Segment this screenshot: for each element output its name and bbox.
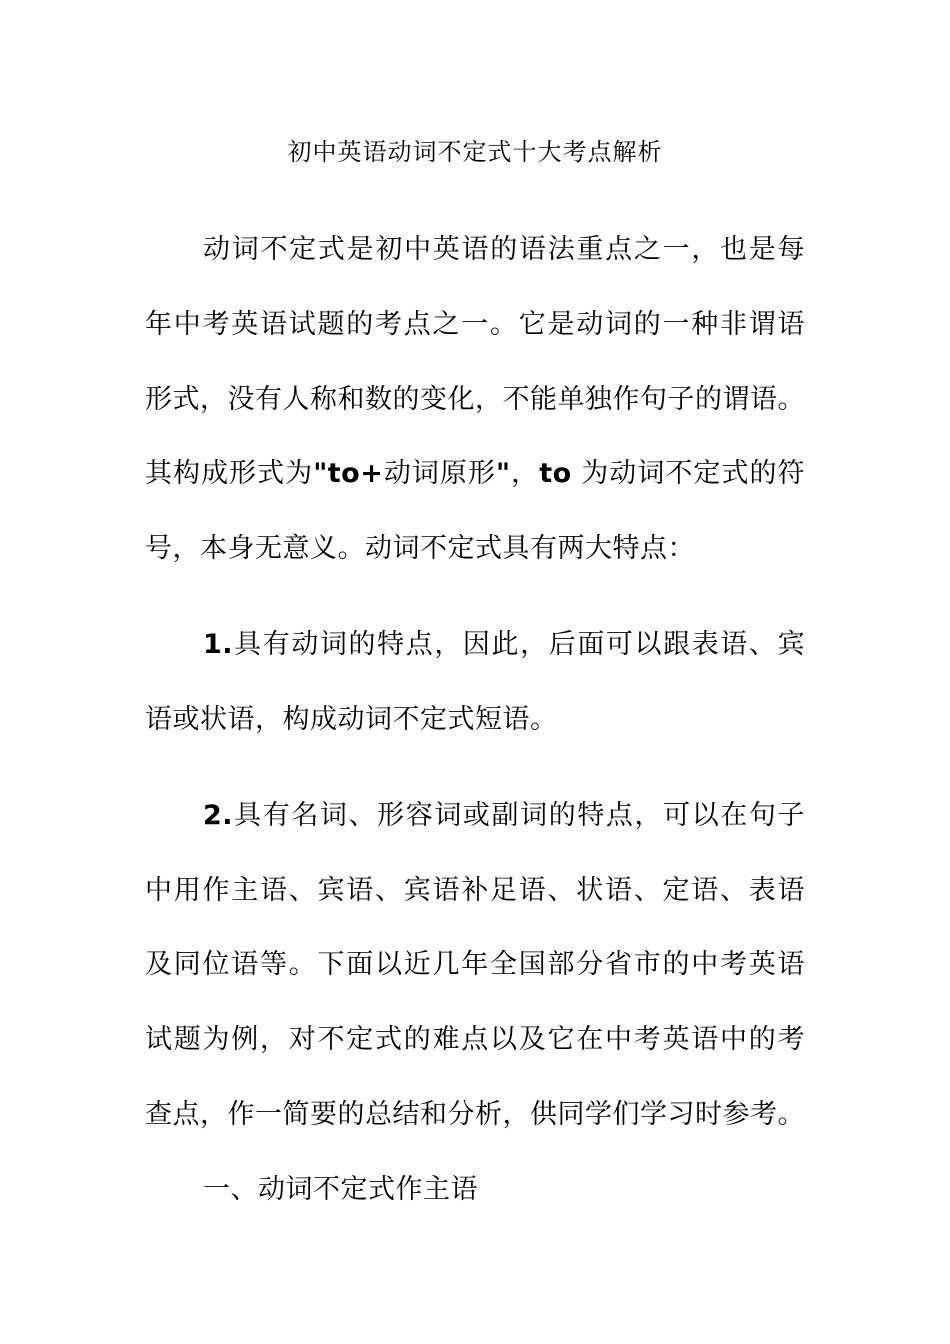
intro-line-5: 号，本身无意义。动词不定式具有两大特点： [145, 533, 695, 564]
intro-line-4-text-c: 动词原形 [383, 458, 497, 489]
point2-line-1-text: 具有名词、形容词或副词的特点，可以在句子 [233, 800, 805, 831]
section1-heading: 一、动词不定式作主语 [203, 1174, 478, 1205]
document-title: 初中英语动词不定式十大考点解析 [287, 138, 663, 166]
intro-line-2: 年中考英语试题的考点之一。它是动词的一种非谓语 [145, 309, 805, 340]
point1-line-1-text: 具有动词的特点，因此，后面可以跟表语、宾 [233, 629, 805, 660]
intro-line-4-to: to [539, 458, 572, 489]
point1-line-1 [203, 627, 805, 663]
point2-number: 2. [203, 800, 234, 831]
intro-line-4-quote-close: " [496, 458, 511, 489]
point2-line-3: 及同位语等。下面以近几年全国部分省市的中考英语 [145, 949, 805, 980]
intro-line-4-text-g: 为动词不定式的符 [571, 458, 806, 489]
intro-line-4-quote-open: "to+ [313, 458, 384, 489]
point2-line-1 [203, 798, 805, 834]
intro-line-1: 动词不定式是初中英语的语法重点之一，也是每 [203, 234, 805, 265]
intro-line-4 [145, 456, 805, 492]
intro-line-4-text-a: 其构成形式为 [145, 458, 314, 489]
point2-line-5: 查点，作一简要的总结和分析，供同学们学习时参考。 [145, 1099, 805, 1130]
point2-line-2: 中用作主语、宾语、宾语补足语、状语、定语、表语 [145, 875, 805, 906]
intro-line-3: 形式，没有人称和数的变化，不能单独作句子的谓语。 [145, 384, 805, 415]
intro-line-4-comma: ， [510, 458, 540, 489]
point1-line-2: 语或状语，构成动词不定式短语。 [145, 704, 558, 735]
point2-line-4: 试题为例，对不定式的难点以及它在中考英语中的考 [145, 1024, 805, 1055]
point1-number: 1. [203, 629, 234, 660]
